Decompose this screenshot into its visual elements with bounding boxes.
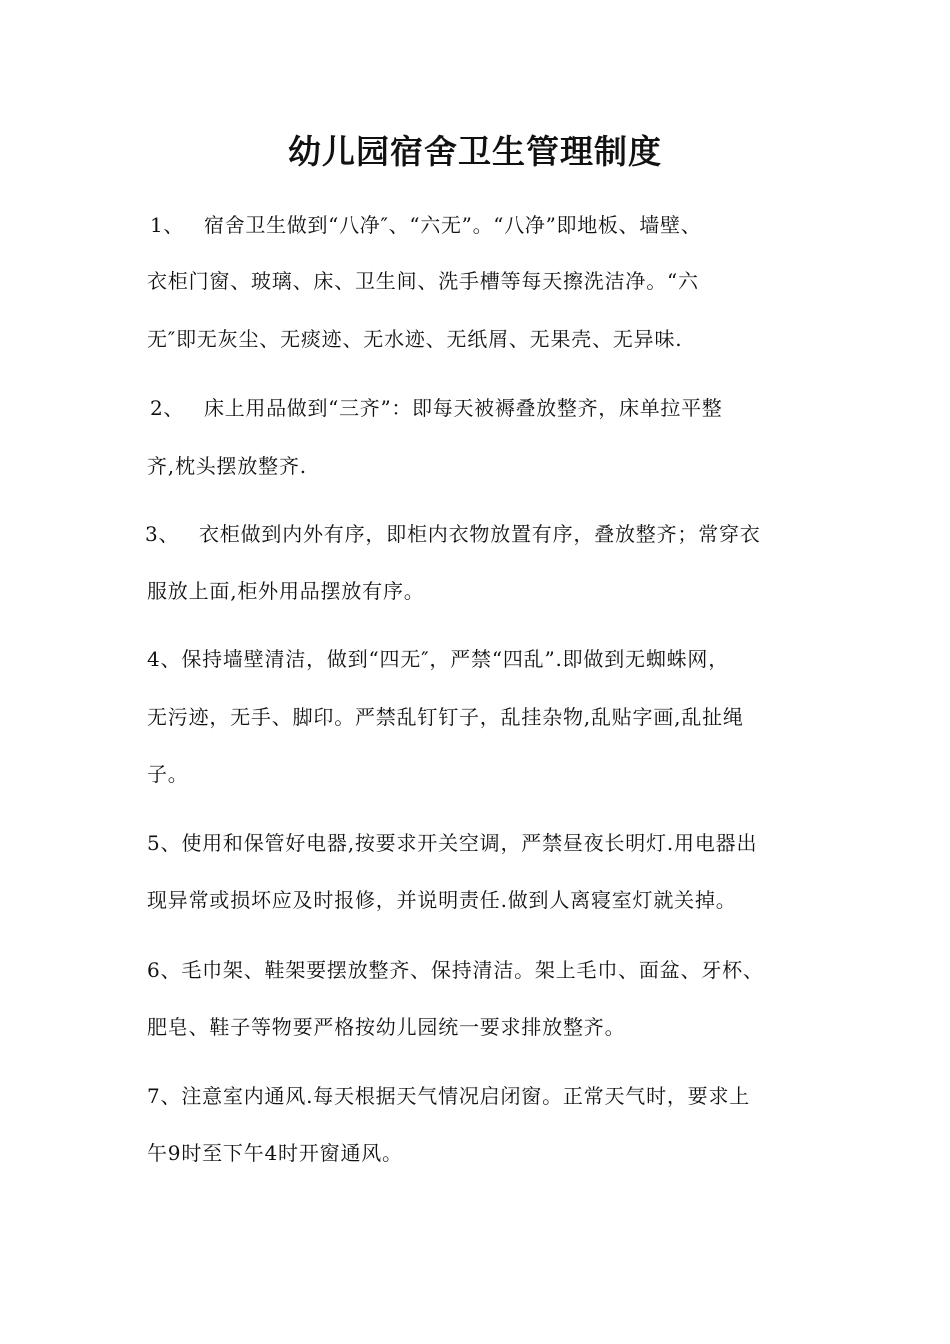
paragraph-line xyxy=(147,954,817,986)
line-text: 床上用品做到“三齐”：即每天被褥叠放整齐，床单拉平整 xyxy=(204,396,723,420)
paragraph-line xyxy=(147,758,817,790)
line-text: 衣柜门窗、玻璃、床、卫生间、洗手槽等每天擦洗洁净。“六 xyxy=(147,269,699,293)
line-text: 宿舍卫生做到“八净″、“六无”。“八净”即地板、墙壁、 xyxy=(204,213,702,237)
paragraph-line xyxy=(147,827,817,859)
document-title: 幼儿园宿舍卫生管理制度 xyxy=(288,132,662,171)
paragraph-line xyxy=(147,575,817,607)
paragraph-line xyxy=(147,643,817,675)
line-text: 午9时至下午4时开窗通风。 xyxy=(147,1141,403,1165)
line-text: 5、使用和保管好电器,按要求开关空调，严禁昼夜长明灯.用电器出 xyxy=(147,831,758,855)
paragraph-line xyxy=(147,1011,817,1043)
item-number: 1、 xyxy=(150,213,185,237)
line-text: 服放上面,柜外用品摆放有序。 xyxy=(147,579,425,603)
paragraph-line xyxy=(147,265,817,297)
paragraph-line xyxy=(147,701,817,733)
item-number: 2、 xyxy=(150,396,185,420)
line-text: 子。 xyxy=(147,762,189,786)
paragraph-line xyxy=(150,209,820,241)
paragraph-line xyxy=(147,450,817,482)
paragraph-line xyxy=(147,1080,817,1112)
line-text: 无″即无灰尘、无痰迹、无水迹、无纸屑、无果壳、无异味. xyxy=(147,327,683,351)
line-text: 6、毛巾架、鞋架要摆放整齐、保持清洁。架上毛巾、面盆、牙杯、 xyxy=(147,958,764,982)
line-text: 齐,枕头摆放整齐. xyxy=(147,454,307,478)
item-number: 3、 xyxy=(145,522,180,546)
paragraph-line xyxy=(147,884,817,916)
line-text: 现异常或损坏应及时报修，并说明责任.做到人离寝室灯就关掉。 xyxy=(147,888,737,912)
paragraph-line xyxy=(147,1137,817,1169)
paragraph-line xyxy=(145,518,815,550)
line-text: 7、注意室内通风.每天根据天气情况启闭窗。正常天气时，要求上 xyxy=(147,1084,751,1108)
paragraph-line xyxy=(150,392,820,424)
line-text: 4、保持墙壁清洁，做到“四无″，严禁“四乱”.即做到无蜘蛛网， xyxy=(147,647,730,671)
line-text: 肥皂、鞋子等物要严格按幼儿园统一要求排放整齐。 xyxy=(147,1015,626,1039)
line-text: 衣柜做到内外有序，即柜内衣物放置有序，叠放整齐；常穿衣 xyxy=(199,522,761,546)
paragraph-line xyxy=(147,323,817,355)
line-text: 无污迹，无手、脚印。严禁乱钉钉子，乱挂杂物,乱贴字画,乱扯绳 xyxy=(147,705,744,729)
